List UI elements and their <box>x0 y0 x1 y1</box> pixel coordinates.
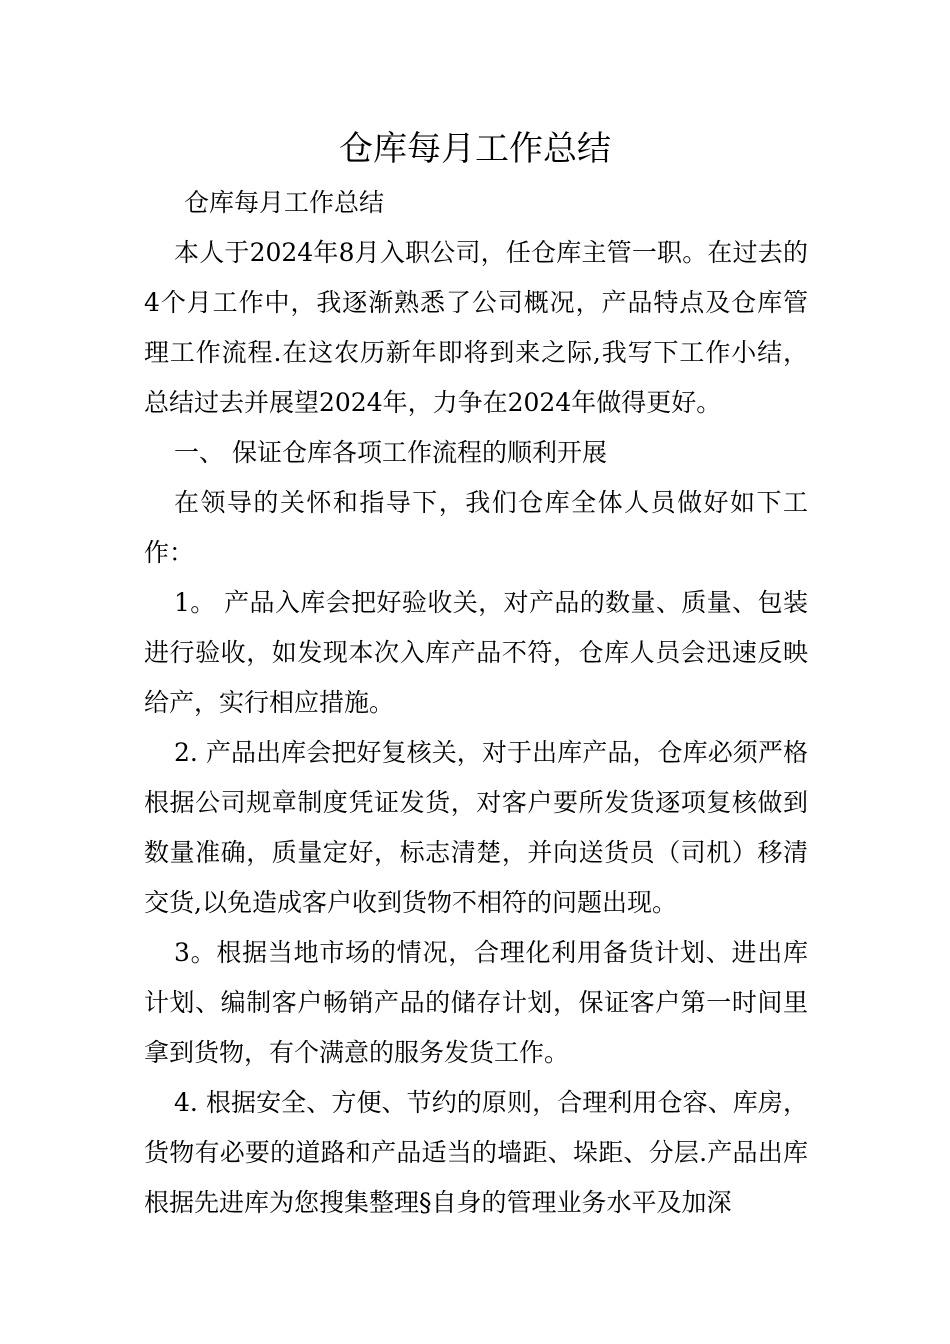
document-body <box>144 178 808 1228</box>
list-item-2: 2. 产品出库会把好复核关，对于出库产品，仓库必须严格根据公司规章制度凭证发货，对客户要所发货逐项复核做到数量准确，质量定好，标志清楚，并向送货员（司机）移清交货,以免造成客户收到货物不相符的问题出现。 <box>144 738 808 917</box>
list-item-1: 1。 产品入库会把好验收关，对产品的数量、质量、包装进行验收，如发现本次入库产品不符，仓库人员会迅速反映给产，实行相应措施。 <box>144 588 808 717</box>
document-subtitle: 仓库每月工作总结 <box>184 188 385 217</box>
document-title: 仓库每月工作总结 <box>339 129 611 169</box>
paragraph-intro: 本人于2024年8月入职公司，任仓库主管一职。在过去的4个月工作中，我逐渐熟悉了公司概况，产品特点及仓库管理工作流程.在这农历新年即将到来之际,我写下工作小结，总结过去并展望2024年，力争在2024年做得更好。 <box>144 238 808 417</box>
paragraph-lead: 在领导的关怀和指导下，我们仓库全体人员做好如下工作： <box>144 488 808 567</box>
list-item-4: 4. 根据安全、方便、节约的原则，合理利用仓容、库房，货物有必要的道路和产品适当的墙距、垛距、分层.产品出库根据先进库为您搜集整理§自身的管理业务水平及加深 <box>144 1088 808 1217</box>
list-item-3: 3。根据当地市场的情况，合理化利用备货计划、进出库计划、编制客户畅销产品的储存计划，保证客户第一时间里拿到货物，有个满意的服务发货工作。 <box>144 938 808 1067</box>
section-heading-1: 一、 保证仓库各项工作流程的顺利开展 <box>174 438 607 467</box>
